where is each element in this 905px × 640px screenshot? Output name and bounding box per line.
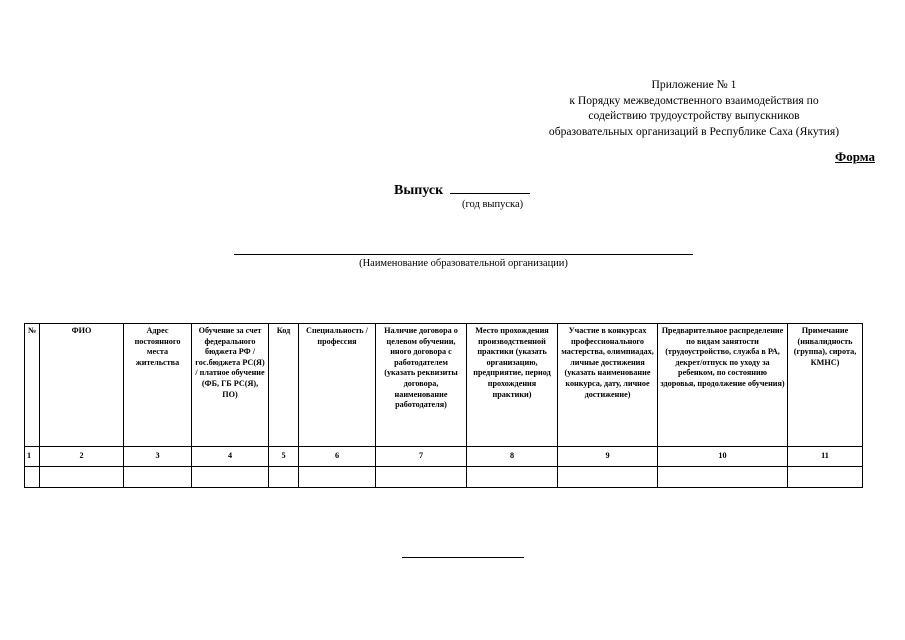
- appendix-line: Приложение № 1: [651, 78, 737, 91]
- table-cell[interactable]: [376, 467, 467, 488]
- appendix-line: содействию трудоустройству выпускников: [588, 109, 800, 122]
- header-cell: №: [25, 324, 40, 447]
- header-cell: Адрес постоянного места жительства: [124, 324, 192, 447]
- table-cell[interactable]: [192, 467, 269, 488]
- column-number: 9: [558, 447, 658, 467]
- header-cell: Предварительное распределение по видам занятости (трудоустройство, служба в РА, декрет/отпуск по уходу за ребенком, по состоянию здоровья, продолжение обучения): [658, 324, 788, 447]
- column-number: 7: [376, 447, 467, 467]
- organization-name-line: [234, 254, 693, 255]
- column-number: 6: [299, 447, 376, 467]
- column-number: 2: [40, 447, 124, 467]
- header-cell: Специальность /профессия: [299, 324, 376, 447]
- header-cell: Место прохождения производственной практики (указать организацию, предприятие, период прохождения практики): [467, 324, 558, 447]
- table-header-row: [25, 324, 863, 447]
- header-cell: Код: [269, 324, 299, 447]
- column-number: 5: [269, 447, 299, 467]
- header-cell: Примечание (инвалидность (группа), сирота, КМНС): [788, 324, 863, 447]
- appendix-note: [514, 77, 874, 139]
- table-cell[interactable]: [788, 467, 863, 488]
- column-number: 4: [192, 447, 269, 467]
- table-cell[interactable]: [467, 467, 558, 488]
- appendix-line: образовательных организаций в Республике Саха (Якутия): [548, 124, 840, 138]
- table-cell[interactable]: [269, 467, 299, 488]
- release-title: [394, 181, 530, 199]
- table-cell[interactable]: [40, 467, 124, 488]
- form-label: Форма: [835, 149, 875, 164]
- header-cell: Обучение за счет федерального бюджета РФ / гос.бюджета РС(Я) / платное обучение (ФБ, ГБ РС(Я), ПО): [192, 324, 269, 447]
- table-row: [25, 467, 863, 488]
- column-number: 1: [25, 447, 40, 467]
- table-cell[interactable]: [658, 467, 788, 488]
- table-numbering-row: [25, 447, 863, 467]
- release-year-blank: [450, 181, 530, 194]
- column-number: 3: [124, 447, 192, 467]
- release-label: Выпуск: [394, 183, 444, 198]
- table-cell[interactable]: [558, 467, 658, 488]
- appendix-line: к Порядку межведомственного взаимодействия по: [569, 93, 819, 107]
- table-cell[interactable]: [299, 467, 376, 488]
- header-cell: Наличие договора о целевом обучении, иного договора с работодателем (указать реквизиты договора, наименование работодателя): [376, 324, 467, 447]
- release-year-hint: (год выпуска): [462, 199, 524, 210]
- graduates-table: [24, 323, 863, 488]
- column-number: 8: [467, 447, 558, 467]
- table-cell[interactable]: [124, 467, 192, 488]
- table-cell[interactable]: [25, 467, 40, 488]
- organization-name-hint: (Наименование образовательной организации): [359, 258, 568, 269]
- column-number: 11: [788, 447, 863, 467]
- footer-divider: [402, 557, 524, 558]
- column-number: 10: [658, 447, 788, 467]
- header-cell: Участие в конкурсах профессионального мастерства, олимпиадах, личные достижения (указать наименование конкурса, дату, личное достижение): [558, 324, 658, 447]
- header-cell: ФИО: [40, 324, 124, 447]
